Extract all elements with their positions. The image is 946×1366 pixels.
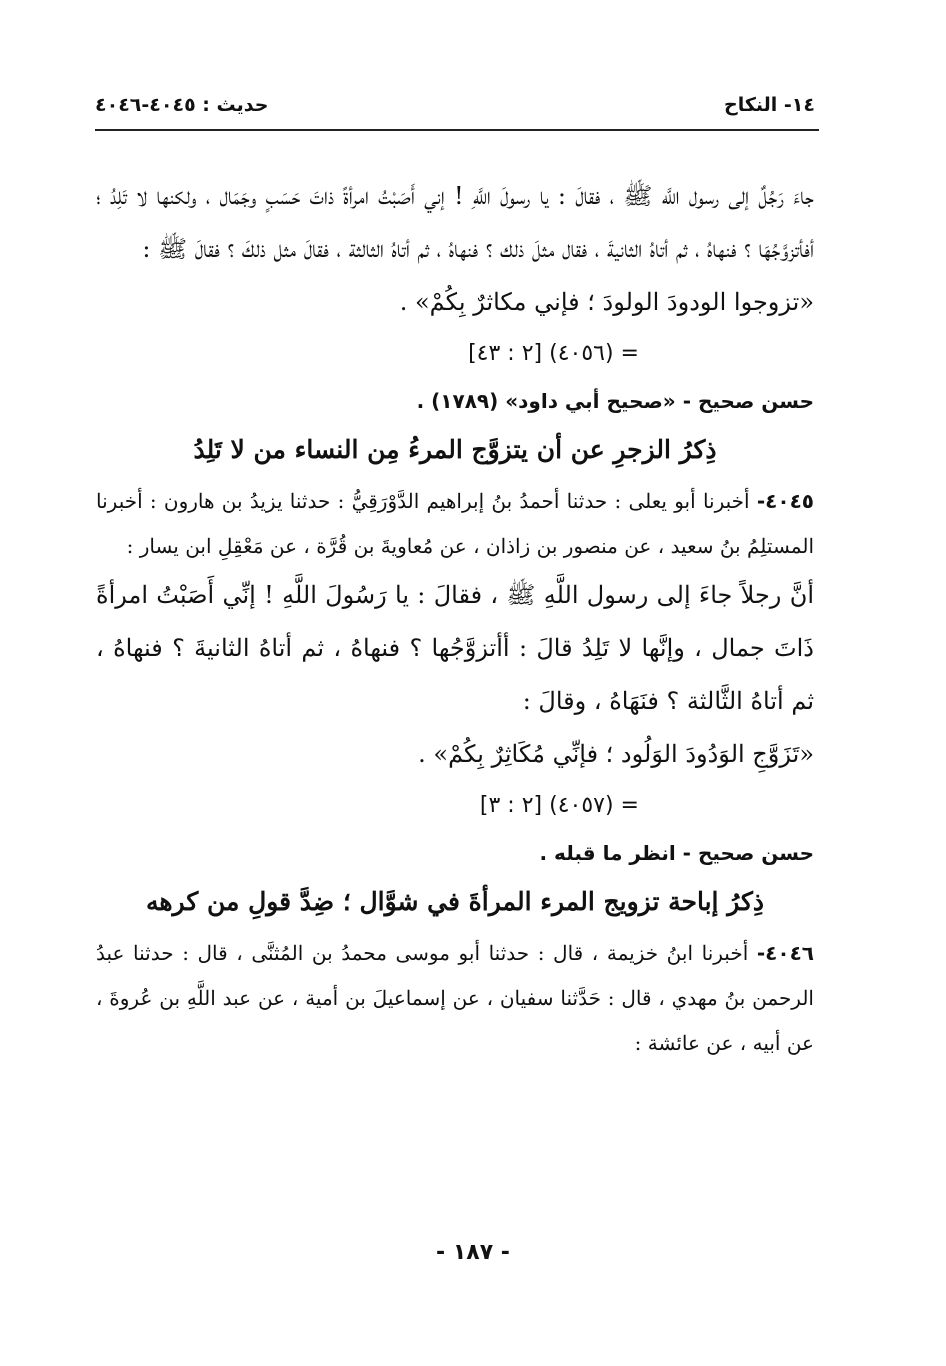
hadith-number: ٤٠٤٥- bbox=[756, 489, 814, 513]
hadith-4044-grade: حسن صحيح - «صحيح أبي داود» (١٧٨٩) . bbox=[416, 389, 814, 413]
hadith-4045-isnad bbox=[96, 479, 814, 569]
isnad-text: أخبرنا ابنُ خزيمة ، قال : حدثنا أبو موسى محمدُ بن المُثنَّى ، قال : حدثنا عبدُ الرحمن بنُ مهدي ، قال : حَدَّثنا سفيان ، عن إسماعيلَ بن أمية ، عن عبد اللَّهِ بن عُروةَ ، عن أبيه ، عن عائشة : bbox=[96, 941, 814, 1055]
hadith-4044-quote: «تزوجوا الودودَ الولودَ ؛ فإني مكاثرٌ بِكُمْ» . bbox=[399, 288, 814, 316]
hadith-4045-quote: «تَزَوَّجِ الوَدُودَ الوَلُود ؛ فإنِّي مُكَاثِرٌ بِكُمْ» . bbox=[418, 740, 814, 768]
hadith-4045-grade: حسن صحيح - انظر ما قبله . bbox=[539, 841, 814, 865]
section-heading-1: ذِكرُ الزجرِ عن أن يتزوَّج المرءُ مِن النساء من لا تَلِدُ bbox=[193, 435, 717, 464]
chapter-title: ١٤- النكاح bbox=[724, 94, 815, 116]
page-number: - ١٨٧ - bbox=[436, 1240, 510, 1265]
page-body bbox=[96, 170, 814, 1066]
hadith-4044-text: جاءَ رَجُلٌ إلى رسول اللَّه ﷺ ، فقالَ : يا رسولَ اللَّهِ ! إني أَصَبْتُ امرأةً ذاتَ حَسَبٍ وجَمَال ، ولكنها لا تَلِدُ ؛ أفأتزوَّجُهَا ؟ فنهاهُ ، ثم أتاهُ الثانيةَ ، فقال مثلَ ذلك ؟ فنهاهُ ، ثم أتاهُ الثالثة ، فقالَ مثل ذلكَ ؟ فقالَ ﷺ : bbox=[96, 182, 814, 263]
running-header bbox=[95, 92, 815, 122]
hadith-4046-isnad bbox=[96, 931, 814, 1066]
header-divider bbox=[95, 129, 819, 131]
section-heading-2: ذِكرُ إباحة تزويج المرء المرأةَ في شوَّال ؛ ضِدَّ قولِ من كرهه bbox=[145, 887, 765, 916]
hadith-range: حديث : ٤٠٤٥-٤٠٤٦ bbox=[95, 94, 269, 116]
hadith-number: ٤٠٤٦- bbox=[756, 941, 814, 965]
hadith-4045-text: أنَّ رجلاً جاءَ إلى رسول اللَّهِ ﷺ ، فقالَ : يا رَسُولَ اللَّهِ ! إنِّي أَصَبْتُ امرأةً ذَاتَ جمال ، وإنَّها لا تَلِدُ قالَ : أأتزوَّجُها ؟ فنهاهُ ، ثم أتاهُ الثانيةَ ؟ فنهاهُ ، ثم أتاهُ الثَّالثة ؟ فنَهَاهُ ، وقالَ : bbox=[96, 581, 814, 715]
hadith-4045-reference: = (٤٠٥٧) [٢ : ٣] bbox=[479, 793, 639, 818]
hadith-4044-reference: = (٤٠٥٦) [٢ : ٤٣] bbox=[468, 341, 639, 366]
isnad-text: أخبرنا أبو يعلى : حدثنا أحمدُ بنُ إبراهيم الدَّوْرَقِيُّ : حدثنا يزيدُ بن هارون : أخبرنا المستلِمُ بنُ سعيد ، عن منصور بن زاذان ، عن مُعاويةَ بن قُرَّة ، عن مَعْقِلِ ابن يسار : bbox=[96, 489, 814, 558]
